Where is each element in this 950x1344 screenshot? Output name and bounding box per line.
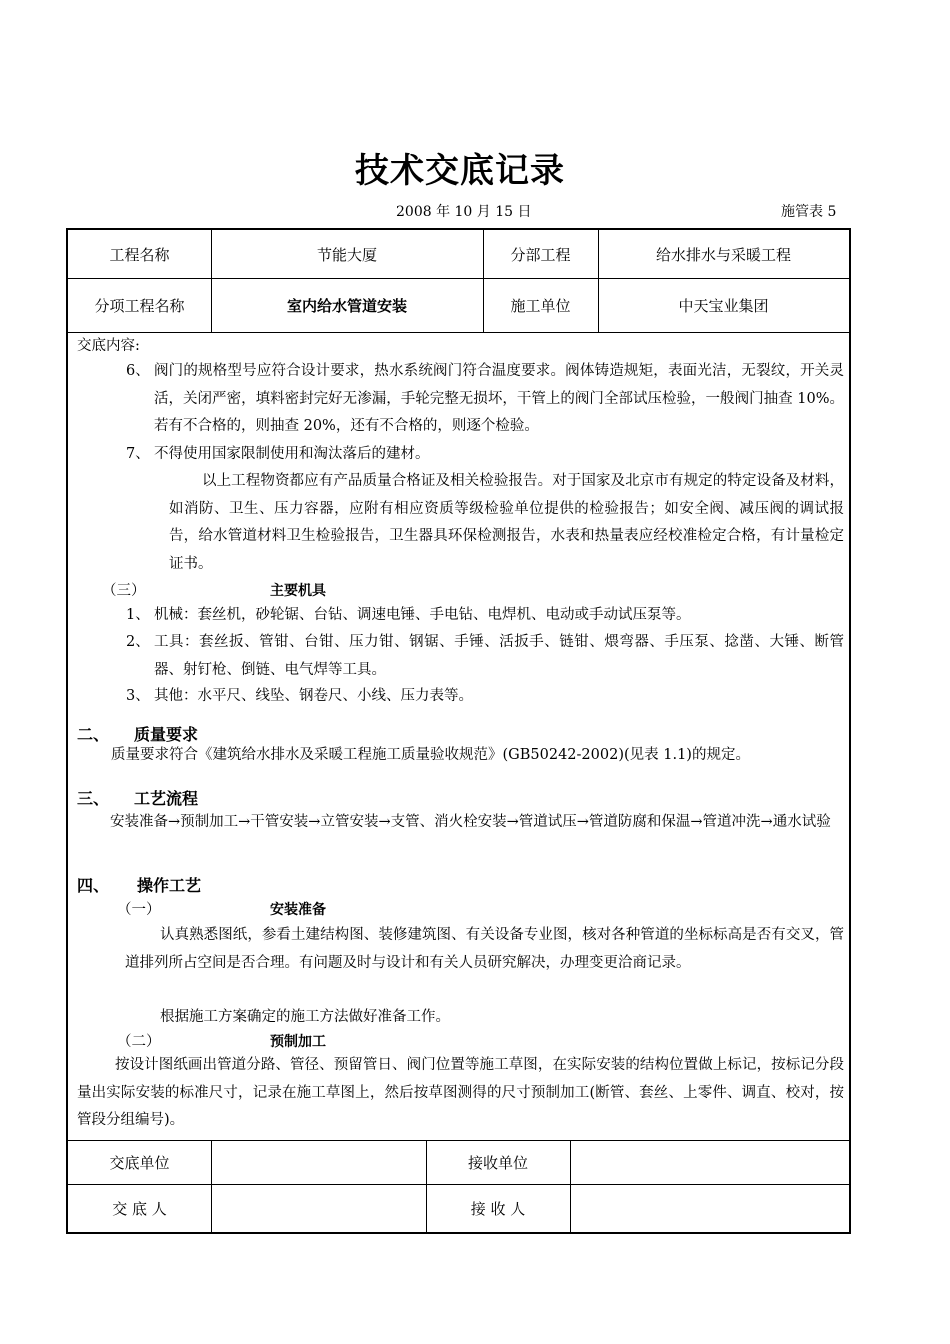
tool-3-text: 其他：水平尺、线坠、钢卷尺、小线、压力表等。 [154,688,473,704]
quality-requirement-text: 质量要求符合《建筑给水排水及采暖工程施工质量验收规范》(GB50242-2002)(见表 1.1)的规定。 [111,747,750,763]
item-7-number: 7、 [126,446,150,462]
op-1-title: 安装准备 [270,902,326,918]
project-name-label: 工程名称 [109,245,170,264]
issuer-label: 交 底 人 [112,1199,167,1218]
tool-1-text: 机械：套丝机，砂轮锯、台钻、调速电锤、手电钻、电焊机、电动或手动试压泵等。 [154,607,691,623]
item-7-text: 不得使用国家限制使用和淘汰落后的建材。 [154,446,430,462]
tool-2-text [154,629,844,684]
issuer-unit-field[interactable] [211,1140,426,1184]
heading-2-number: 二、 [77,725,110,744]
op-2-heading [117,1032,326,1052]
receiver-unit-field[interactable] [570,1140,849,1184]
page-title: 技术交底记录 [355,151,565,191]
heading-2-title: 质量要求 [134,725,199,744]
issuer-unit-label: 交底单位 [109,1153,170,1172]
receiver-label: 接 收 人 [470,1199,526,1218]
record-date: 2008 年 10 月 15 日 [396,204,532,220]
op-2-title: 预制加工 [270,1034,326,1050]
division-label: 分部工程 [510,245,571,264]
divider [68,332,849,333]
subitem-value: 室内给水管道安装 [286,296,407,315]
tool-1-number: 1、 [126,607,150,623]
heading-3-number: 三、 [77,789,110,808]
heading-4-title: 操作工艺 [137,876,202,895]
op-1-heading [117,900,326,920]
op-2-number: （二） [117,1034,161,1050]
subitem-label: 分项工程名称 [94,296,185,315]
issuer-field[interactable] [211,1184,426,1232]
section-3-title: 主要机具 [270,583,326,599]
receiver-unit-label: 接收单位 [467,1153,528,1172]
heading-3-title: 工艺流程 [134,789,199,808]
contractor-label: 施工单位 [510,296,571,315]
op-1-number: （一） [117,902,161,918]
contractor-value: 中天宝业集团 [678,296,769,315]
op-2-text: 按设计图纸画出管道分路、管径、预留管日、阀门位置等施工草图，在实际安装的结构位置做上标记，按标记分段量出实际安装的标准尺寸，记录在施工草图上，然后按草图测得的尺寸预制加工(断管、套丝、上零件、调直、校对，按管段分组编号)。 [77,1057,844,1128]
op-1-text: 认真熟悉图纸，参看土建结构图、装修建筑图、有关设备专业图，核对各种管道的坐标标高是否有交叉，管道排列所占空间是否合理。有问题及时与设计和有关人员研究解决，办理变更洽商记录。 [125,927,844,971]
tool-2-body: 工具：套丝扳、管钳、台钳、压力钳、钢锯、手锤、活扳手、链钳、煨弯器、手压泵、捻凿、大锤、断管器、射钉枪、倒链、电气焊等工具。 [154,634,844,678]
materials-paragraph: 以上工程物资都应有产品质量合格证及相关检验报告。对于国家及北京市有规定的特定设备及材料，如消防、卫生、压力容器，应附有相应资质等级检验单位提供的检验报告；如安全阀、减压阀的调试报告，给水管道材料卫生检验报告，卫生器具环保检测报告，水表和热量表应经校准检定合格，有计量检定证书。 [169,473,844,572]
content-label: 交底内容: [77,338,140,354]
item-6-text [154,358,844,441]
item-6-body: 阀门的规格型号应符合设计要求，热水系统阀门符合温度要求。阀体铸造规矩，表面光洁，无裂纹，开关灵活，关闭严密，填料密封完好无渗漏，手轮完整无损坏，干管上的阀门全部试压检验，一般阀门抽查 10%。若有不合格的，则抽查 20%，还有不合格的，则逐个检验。 [154,363,844,434]
op-1-text-2: 根据施工方案确定的施工方法做好准备工作。 [160,1009,450,1025]
heading-4-number: 四、 [77,876,110,895]
process-flow-text: 安装准备→预制加工→干管安装→立管安装→支管、消火栓安装→管道试压→管道防腐和保温→管道冲洗→通水试验 [110,814,831,830]
item-6-number: 6、 [126,363,150,379]
section-3-heading [102,581,326,601]
tool-3-number: 3、 [126,688,150,704]
receiver-field[interactable] [570,1184,849,1232]
record-table [66,228,851,1234]
tool-2-number: 2、 [126,634,150,650]
section-3-number: （三） [102,583,146,599]
form-number: 施管表 5 [781,204,837,220]
project-name-value: 节能大厦 [316,245,377,264]
division-value: 给水排水与采暖工程 [655,245,791,264]
